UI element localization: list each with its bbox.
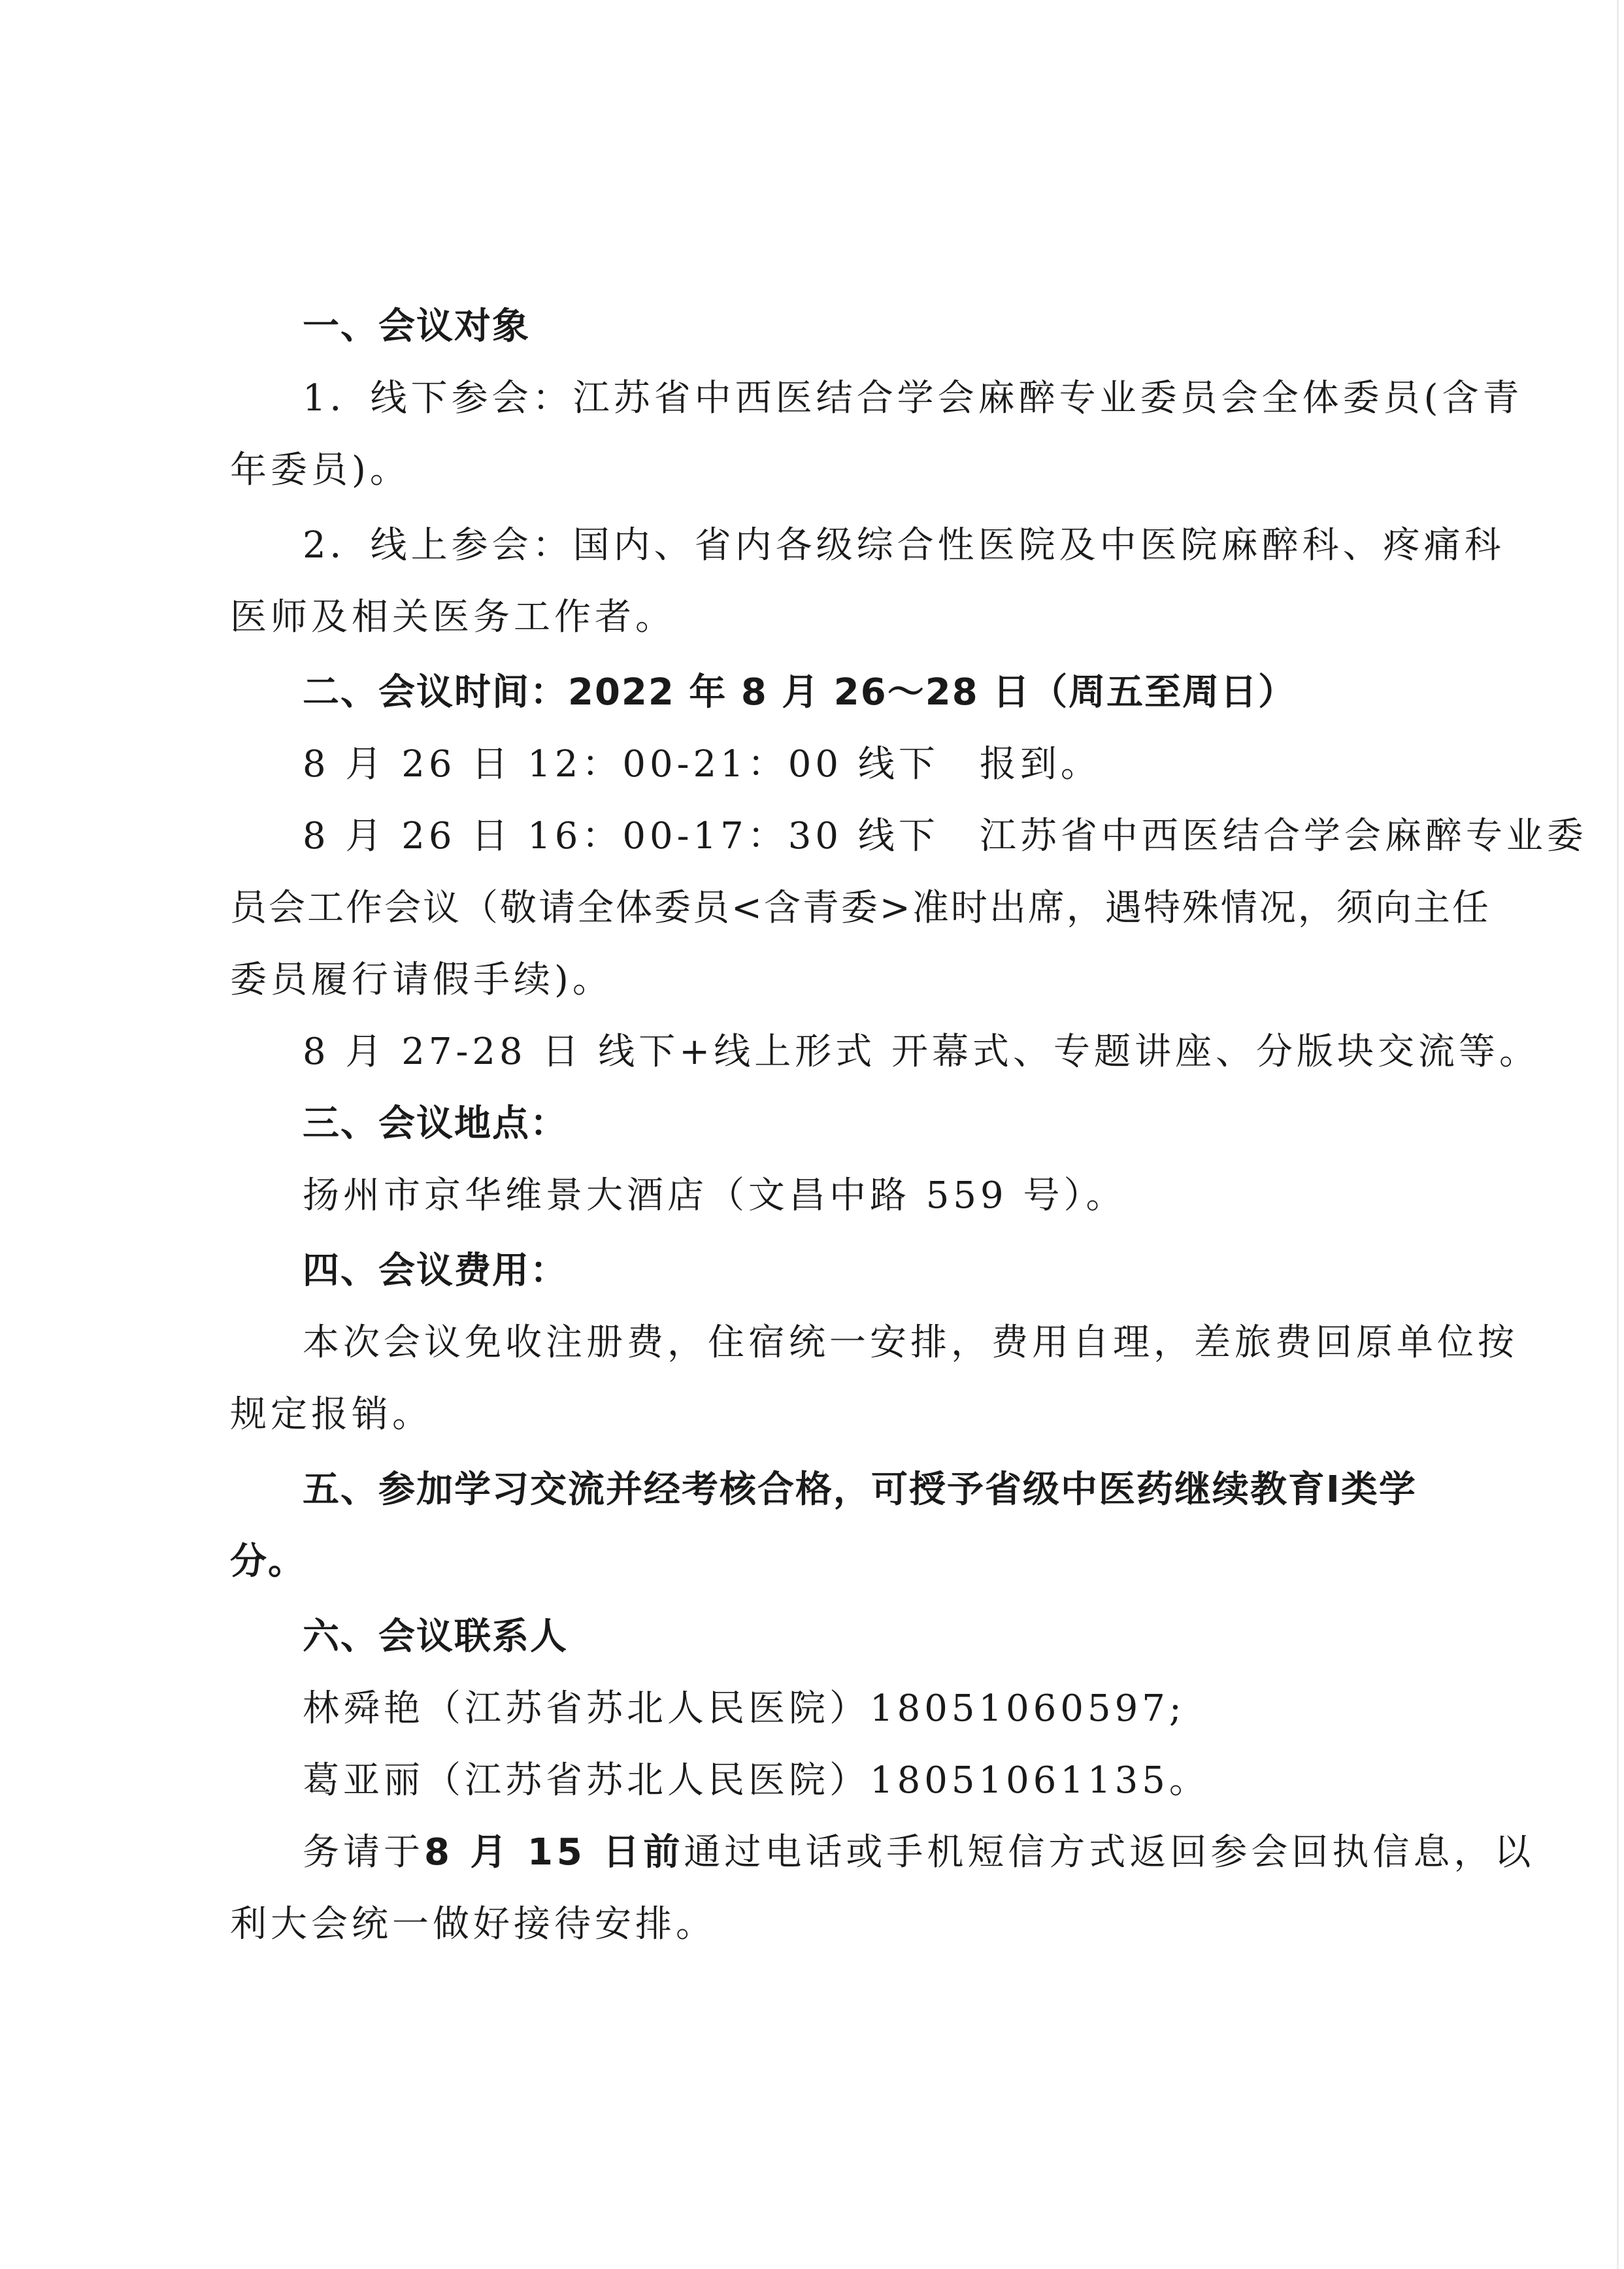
section-1-item-1-line-1: 1．线下参会：江苏省中西医结合学会麻醉专业委员会全体委员(含青: [303, 377, 1523, 420]
fee-line-2: 规定报销。: [230, 1393, 433, 1436]
section-1-item-1-line-2: 年委员)。: [230, 449, 410, 491]
deadline-note-line-2: 利大会统一做好接待安排。: [230, 1903, 716, 1946]
section-5-line-2: 分。: [230, 1540, 306, 1583]
section-1-item-2-line-1: 2．线上参会：国内、省内各级综合性医院及中医院麻醉科、疼痛科: [303, 524, 1505, 567]
fee-line-1: 本次会议免收注册费，住宿统一安排，费用自理，差旅费回原单位按: [303, 1321, 1518, 1364]
section-2-heading: 二、会议时间：2022 年 8 月 26～28 日（周五至周日）: [303, 671, 1297, 714]
section-5-line-1: 五、参加学习交流并经考核合格，可授予省级中医药继续教育Ⅰ类学: [303, 1468, 1417, 1511]
section-4-heading: 四、会议费用：: [303, 1250, 568, 1292]
section-6-heading: 六、会议联系人: [303, 1615, 568, 1658]
schedule-row-1: 8 月 26 日 12：00-21：00 线下 报到。: [303, 743, 1101, 786]
deadline-note-prefix: 务请于: [303, 1831, 424, 1874]
section-1-item-2-line-2: 医师及相关医务工作者。: [230, 596, 676, 638]
schedule-row-2-line-1: 8 月 26 日 16：00-17：30 线下 江苏省中西医结合学会麻醉专业委: [303, 815, 1587, 857]
deadline-note-suffix: 通过电话或手机短信方式返回参会回执信息，以: [684, 1831, 1535, 1874]
deadline-note-line-1: [0, 1827, 1624, 1879]
section-3-heading: 三、会议地点：: [303, 1102, 568, 1145]
schedule-row-3: 8 月 27-28 日 线下+线上形式 开幕式、专题讲座、分版块交流等。: [303, 1031, 1540, 1073]
schedule-row-2-line-3: 委员履行请假手续)。: [230, 959, 613, 1001]
schedule-row-2-line-2: 员会工作会议（敬请全体委员<含青委>准时出席，遇特殊情况，须向主任: [230, 887, 1491, 929]
deadline-date: 8 月 15 日前: [424, 1831, 684, 1874]
section-1-heading: 一、会议对象: [303, 305, 530, 348]
contact-2: 葛亚丽（江苏省苏北人民医院）18051061135。: [303, 1759, 1210, 1802]
venue-text: 扬州市京华维景大酒店（文昌中路 559 号）。: [303, 1174, 1127, 1217]
contact-1: 林舜艳（江苏省苏北人民医院）18051060597;: [303, 1687, 1185, 1730]
